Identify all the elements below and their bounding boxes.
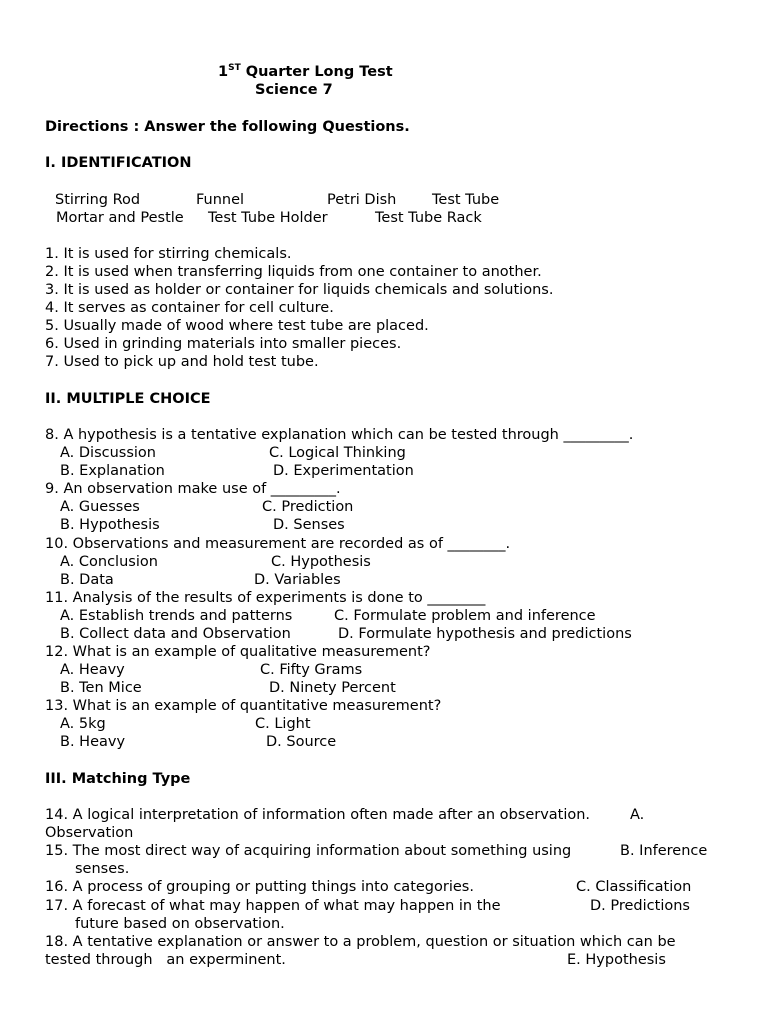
- mc-question: 8. A hypothesis is a tentative explanation which can be tested through _________.: [45, 427, 634, 443]
- mc-choice: C. Formulate problem and inference: [334, 608, 596, 624]
- mc-question: 12. What is an example of qualitative measurement?: [45, 644, 431, 660]
- mc-choice: C. Prediction: [262, 499, 354, 515]
- matching-item: 14. A logical interpretation of information often made after an observation.: [45, 807, 591, 823]
- identification-item: 4. It serves as container for cell culture.: [45, 300, 334, 316]
- mc-choice: D. Experimentation: [273, 463, 414, 479]
- identification-item: 3. It is used as holder or container for liquids chemicals and solutions.: [45, 282, 554, 298]
- mc-choice: B. Data: [60, 572, 114, 588]
- matching-choice: E. Hypothesis: [567, 952, 666, 968]
- mc-choice: C. Hypothesis: [271, 554, 371, 570]
- matching-item: 17. A forecast of what may happen of what may happen in the: [45, 898, 501, 914]
- word-bank-item: Stirring Rod: [55, 192, 141, 208]
- matching-item-continuation: senses.: [75, 861, 130, 877]
- matching-choice: A.: [630, 807, 645, 823]
- matching-item-continuation: future based on observation.: [75, 916, 285, 932]
- matching-item: 15. The most direct way of acquiring information about something using: [45, 843, 572, 859]
- mc-choice: B. Collect data and Observation: [60, 626, 291, 642]
- directions: Directions : Answer the following Questions.: [45, 119, 410, 135]
- section-matching-heading: III. Matching Type: [45, 771, 191, 787]
- matching-item-continuation: Observation: [45, 825, 134, 841]
- mc-choice: C. Light: [255, 716, 311, 732]
- matching-choice: D. Predictions: [590, 898, 690, 914]
- mc-choice: B. Heavy: [60, 734, 126, 750]
- mc-choice: D. Senses: [273, 517, 345, 533]
- mc-question: 10. Observations and measurement are recorded as of ________.: [45, 536, 511, 552]
- title-superscript: ST: [228, 63, 241, 73]
- mc-choice: B. Hypothesis: [60, 517, 160, 533]
- mc-choice: A. Discussion: [60, 445, 156, 461]
- section-multiple-choice-heading: II. MULTIPLE CHOICE: [45, 391, 211, 407]
- mc-choice: D. Variables: [254, 572, 341, 588]
- title-number: 1: [218, 64, 229, 80]
- matching-choice: B. Inference: [620, 843, 708, 859]
- section-identification-heading: I. IDENTIFICATION: [45, 155, 192, 171]
- page-subtitle: Science 7: [255, 82, 333, 98]
- word-bank-item: Petri Dish: [327, 192, 397, 208]
- mc-question: 13. What is an example of quantitative measurement?: [45, 698, 442, 714]
- matching-item: 16. A process of grouping or putting things into categories.: [45, 879, 474, 895]
- page-title: [218, 63, 393, 80]
- title-text: Quarter Long Test: [240, 64, 393, 80]
- matching-choice: C. Classification: [576, 879, 692, 895]
- mc-choice: B. Explanation: [60, 463, 165, 479]
- word-bank-item: Test Tube Rack: [375, 210, 482, 226]
- mc-question: 11. Analysis of the results of experiments is done to ________: [45, 590, 486, 606]
- mc-choice: D. Ninety Percent: [269, 680, 396, 696]
- identification-item: 6. Used in grinding materials into smaller pieces.: [45, 336, 402, 352]
- identification-item: 1. It is used for stirring chemicals.: [45, 246, 292, 262]
- mc-choice: A. Guesses: [60, 499, 140, 515]
- word-bank-item: Mortar and Pestle: [56, 210, 184, 226]
- mc-choice: C. Logical Thinking: [269, 445, 406, 461]
- mc-choice: C. Fifty Grams: [260, 662, 363, 678]
- identification-item: 2. It is used when transferring liquids from one container to another.: [45, 264, 542, 280]
- matching-item-continuation: tested through an experminent.: [45, 952, 286, 968]
- mc-choice: A. Conclusion: [60, 554, 158, 570]
- identification-item: 7. Used to pick up and hold test tube.: [45, 354, 319, 370]
- mc-choice: D. Formulate hypothesis and predictions: [338, 626, 632, 642]
- mc-choice: B. Ten Mice: [60, 680, 142, 696]
- mc-choice: A. Establish trends and patterns: [60, 608, 293, 624]
- word-bank-item: Funnel: [196, 192, 245, 208]
- mc-question: 9. An observation make use of _________.: [45, 481, 341, 497]
- word-bank-item: Test Tube: [432, 192, 500, 208]
- matching-item: 18. A tentative explanation or answer to a problem, question or situation which can be: [45, 934, 676, 950]
- identification-item: 5. Usually made of wood where test tube are placed.: [45, 318, 429, 334]
- mc-choice: A. 5kg: [60, 716, 106, 732]
- word-bank-item: Test Tube Holder: [208, 210, 328, 226]
- mc-choice: A. Heavy: [60, 662, 125, 678]
- mc-choice: D. Source: [266, 734, 337, 750]
